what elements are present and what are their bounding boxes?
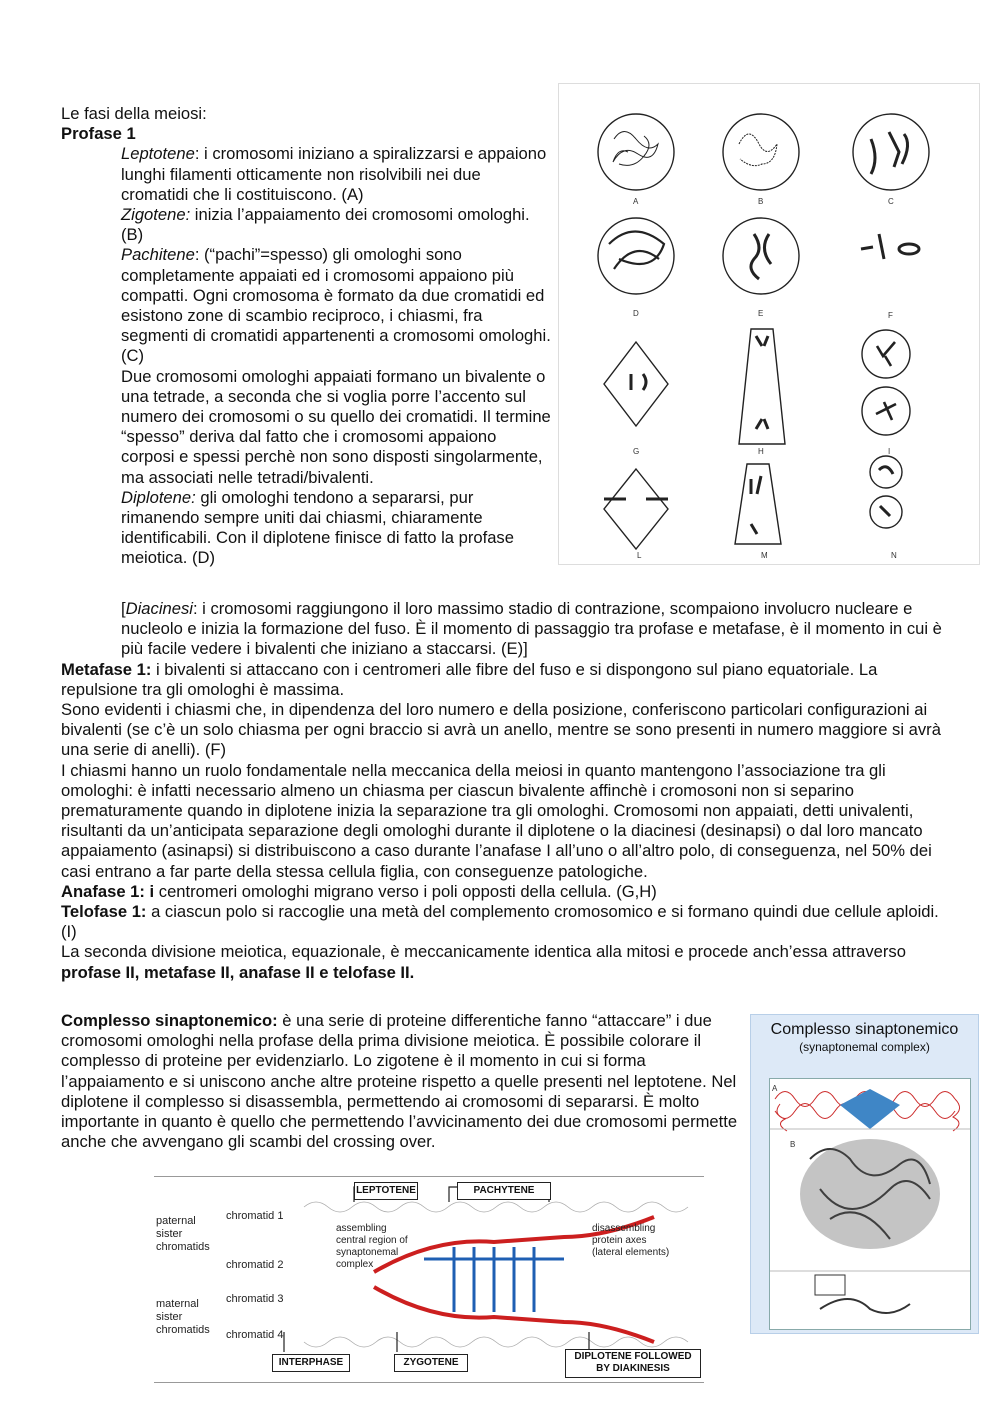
syn-label-a: A bbox=[772, 1084, 778, 1093]
fig-label-i: I bbox=[888, 447, 891, 456]
syn-panel-subtitle: (synaptonemal complex) bbox=[799, 1040, 930, 1055]
paternal-label: paternal sister chromatids bbox=[156, 1215, 210, 1253]
chiasmi-paragraph: Sono evidenti i chiasmi che, in dipendenza del loro numero e della posizione, conferiscono particolari configurazioni ai bivalenti (se c’è un solo chiasma per ogni braccio si avrà un anello, mentre se sono presenti in numero maggiore si avrà una serie di anelli). (F) bbox=[61, 700, 941, 760]
diplotene-box: DIPLOTENE FOLLOWED BY DIAKINESIS bbox=[565, 1349, 701, 1378]
fig-label-f: F bbox=[888, 311, 893, 320]
syn-micrograph bbox=[770, 1079, 970, 1329]
main-text-top bbox=[61, 104, 551, 569]
fig-label-m: M bbox=[761, 551, 768, 560]
zygotene-box: ZYGOTENE bbox=[394, 1354, 468, 1372]
seconda-divisione-paragraph: La seconda divisione meiotica, equazionale, è meccanicamente identica alla mitosi e procede anch’essa attraverso profase II, metafase II, anafase II e telofase II. bbox=[61, 942, 906, 982]
meiosis-figure bbox=[558, 83, 980, 565]
intro-line: Le fasi della meiosi: bbox=[61, 104, 207, 123]
zigotene-paragraph: Zigotene: inizia l’appaiamento dei cromosomi omologhi. (B) bbox=[121, 205, 530, 245]
leptotene-box: LEPTOTENE bbox=[354, 1182, 418, 1200]
ruolo-chiasmi-paragraph: I chiasmi hanno un ruolo fondamentale nella meccanica della meiosi in quanto mantengono l’associazione tra gli omologhi: è infatti necessario almeno un chiasma per ciascun bivalente affinchè i cromosoni non si separino prematuramente quando in diplotene inizia la separazione tra gli omologhi. Cromosomi non appaiati, detti univalenti, risultanti da un’anticipata separazione degli omologhi durante il diplotene o la diacinesi (desinapsi) o dal loro mancato appaiamento (asinapsi) si distribuiscono a caso durante l’anafase I all’uno o all’altro polo, di conseguenza, nel 50% dei casi entrano a far parte della stessa cellula figlia, con conseguenze patologiche. bbox=[61, 760, 932, 881]
pachitene-paragraph: Pachitene: (“pachi”=spesso) gli omologhi sono completamente appaiati ed i cromosomi appaiono più compatti. Ogni cromosoma è formato da due cromatidi ed esistono zone di scambio reciproco, i chiasmi, fra segmenti di cromatidi appartenenti a cromosomi omologhi. (C) bbox=[121, 245, 551, 366]
diacinesi-paragraph: [Diacinesi: i cromosomi raggiungono il loro massimo stadio di contrazione, scompaiono involucro nucleare e nucleolo e inizia la formazione del fuso. È il momento di passaggio tra profase e metafase, è il momento in cui è più facile vedere i bivalenti che iniziano a staccarsi. (E)] bbox=[121, 599, 942, 659]
chromatid-diagram bbox=[154, 1176, 704, 1383]
fig-label-l: L bbox=[637, 551, 642, 560]
chromatid-2-label: chromatid 2 bbox=[226, 1259, 284, 1271]
main-text-middle bbox=[61, 599, 951, 983]
fig-label-a: A bbox=[633, 197, 639, 206]
fig-label-b: B bbox=[758, 197, 764, 206]
fig-label-e: E bbox=[758, 309, 764, 318]
fig-label-n: N bbox=[891, 551, 897, 560]
chromatid-4-label: chromatid 4 bbox=[226, 1329, 284, 1341]
syn-panel-title: Complesso sinaptonemico bbox=[770, 1021, 959, 1038]
complesso-text bbox=[61, 1011, 751, 1152]
fig-label-h: H bbox=[758, 447, 764, 456]
disassembling-label: disassembling protein axes (lateral elements) bbox=[592, 1223, 670, 1258]
fig-label-d: D bbox=[633, 309, 639, 318]
syn-label-b: B bbox=[790, 1140, 796, 1149]
chromatid-3-label: chromatid 3 bbox=[226, 1293, 284, 1305]
synaptonemal-panel bbox=[750, 1014, 979, 1334]
bivalente-paragraph: Due cromosomi omologhi appaiati formano un bivalente o una tetrade, a seconda che si voglia porre l’accento sul numero dei cromosomi o su quello dei cromatidi. Il termine “spesso” deriva dal fatto che i cromosomi appaiono corposi e spessi perchè non sono disposti singolarmente, ma associati nelle tetradi/bivalenti. bbox=[121, 366, 551, 487]
meiosis-drawings bbox=[559, 84, 979, 564]
chromatid-1-label: chromatid 1 bbox=[226, 1210, 284, 1222]
leptotene-paragraph: Leptotene: i cromosomi iniziano a spiralizzarsi e appaiono lunghi filamenti otticamente non risolvibili nei due cromatidi che li costituiscono. (A) bbox=[121, 144, 547, 204]
pachytene-box: PACHYTENE bbox=[457, 1182, 551, 1200]
diplotene-paragraph: Diplotene: gli omologhi tendono a separarsi, pur rimanendo sempre uniti dai chiasmi, chiaramente identificabili. Con il diplotene finisce di fatto la profase meiotica. (D) bbox=[121, 487, 514, 568]
metafase-paragraph: Metafase 1: i bivalenti si attaccano con i centromeri alle fibre del fuso e si dispongono sul piano equatoriale. La repulsione tra gli omologhi è massima. bbox=[61, 659, 878, 699]
maternal-label: maternal sister chromatids bbox=[156, 1298, 210, 1336]
syn-panel-image bbox=[769, 1078, 971, 1330]
telofase-paragraph: Telofase 1: a ciascun polo si raccoglie una metà del complemento cromosomico e si formano quindi due cellule aploidi. (I) bbox=[61, 902, 939, 942]
fig-label-g: G bbox=[633, 447, 640, 456]
assembling-label: assembling central region of synaptonemal complex bbox=[336, 1223, 408, 1270]
profase-heading: Profase 1 bbox=[61, 124, 136, 144]
anafase-paragraph: Anafase 1: i centromeri omologhi migrano verso i poli opposti della cellula. (G,H) bbox=[61, 881, 657, 901]
interphase-box: INTERPHASE bbox=[272, 1354, 350, 1372]
fig-label-c: C bbox=[888, 197, 894, 206]
complesso-paragraph: Complesso sinaptonemico: è una serie di proteine differentiche fanno “attaccare” i due cromosomi omologhi nella profase della prima divisione meiotica. È possibile colorare il complesso di proteine per evidenziarlo. Lo zigotene è il momento in cui si forma l’appaiamento e si uniscono anche altre proteine rispetto a quelle presenti nel leptotene. Nel diplotene il complesso si disassembla, permettendo ai cromosomi di separarsi. È molto importante in quanto è quello che permettendo l’avvicinamento dei due cromosomi permette anche che avvengano gli scambi del crossing over. bbox=[61, 1011, 738, 1152]
